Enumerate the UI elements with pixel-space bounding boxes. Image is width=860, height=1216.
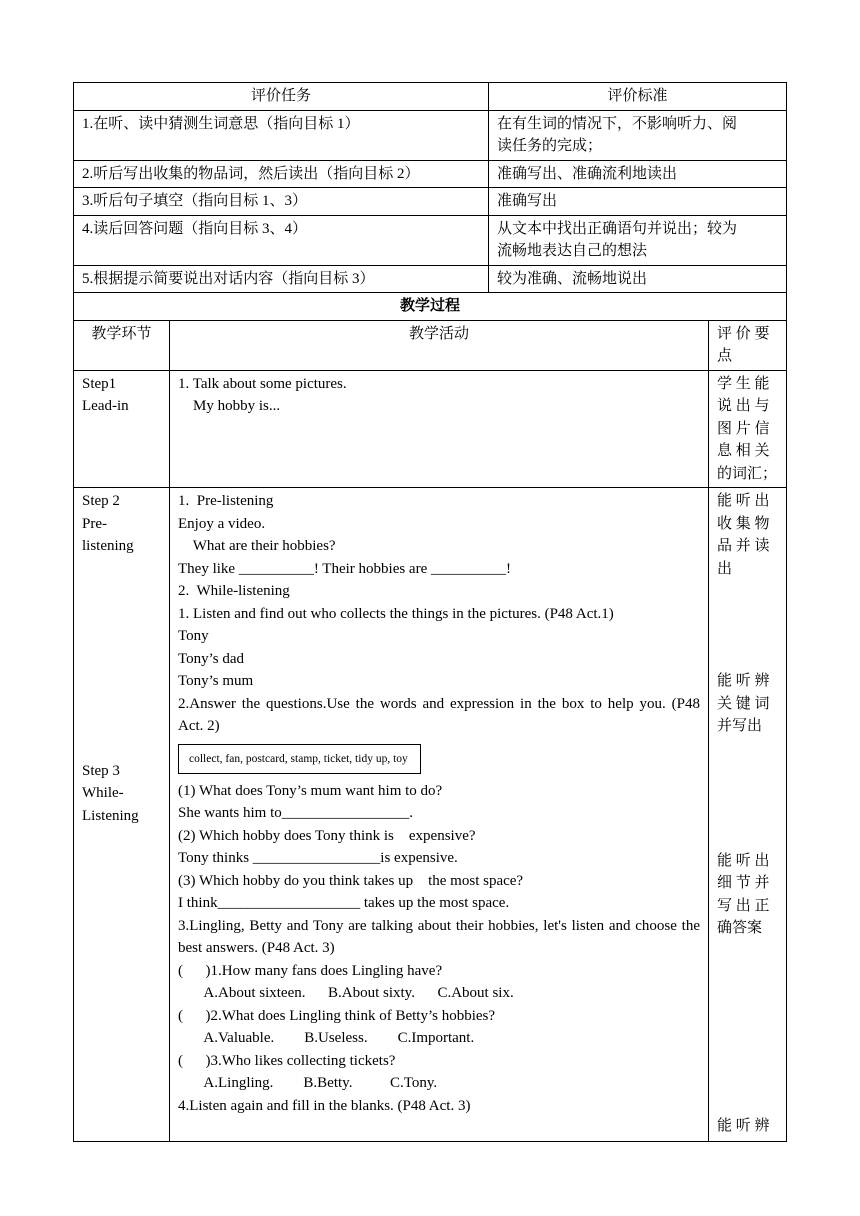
- criteria-standard: [489, 110, 787, 160]
- activity-line: ( )3.Who likes collecting tickets?: [178, 1052, 396, 1069]
- step1-activity: [170, 370, 709, 488]
- standard-line: 在有生词的情况下，不影响听力、阅: [497, 115, 738, 132]
- step2-points: [709, 488, 787, 1142]
- stage-line: Step1: [82, 375, 117, 392]
- criteria-standard: 准确写出、准确流利地读出: [489, 160, 787, 188]
- stage-line: Pre-: [82, 515, 107, 532]
- criteria-row: [74, 160, 787, 188]
- process-header-row: [74, 320, 787, 370]
- stage-line: Lead-in: [82, 398, 129, 414]
- step1-stage: [74, 370, 170, 488]
- activity-line: I think___________________ takes up the most space.: [178, 895, 510, 911]
- activity-line: ( )1.How many fans does Lingling have?: [178, 962, 443, 979]
- stage-line: Step 2: [82, 493, 120, 509]
- points-line: 说 出 与: [717, 398, 770, 414]
- activity-line: 1. Talk about some pictures.: [178, 375, 347, 392]
- process-title: 教学过程: [74, 293, 787, 321]
- process-title-row: [74, 293, 787, 321]
- standard-line: 从文本中找出正确语句并说出；较为: [497, 220, 738, 237]
- points-line: 品 并 读: [717, 538, 770, 554]
- points-line: 并写出: [717, 718, 763, 734]
- points-line: 息 相 关: [717, 443, 770, 459]
- activity-line: 4.Listen again and fill in the blanks. (P48 Act. 3): [178, 1097, 471, 1114]
- step2-activity: [170, 488, 709, 1142]
- criteria-standard: 较为准确、流畅地说出: [489, 265, 787, 293]
- activity-line: Tony’s mum: [178, 673, 254, 689]
- criteria-task: 2.听后写出收集的物品词，然后读出（指向目标 2）: [74, 160, 489, 188]
- criteria-task-header: 评价任务: [74, 83, 489, 111]
- stage-header: 教学环节: [74, 320, 170, 370]
- step1-row: [74, 370, 787, 488]
- activity-line: My hobby is...: [178, 398, 281, 414]
- criteria-row: [74, 110, 787, 160]
- activity-header: 教学活动: [170, 320, 709, 370]
- activity-line: Enjoy a video.: [178, 515, 266, 532]
- activity-line: A.About sixteen. B.About sixty. C.About six.: [178, 985, 514, 1001]
- points-line: 出: [717, 560, 733, 577]
- activity-line: (1) What does Tony’s mum want him to do?: [178, 782, 443, 799]
- step1-points: [709, 370, 787, 488]
- points-line: 学 生 能: [717, 375, 770, 392]
- activity-line: They like __________! Their hobbies are __________!: [178, 560, 511, 577]
- criteria-task: 5.根据提示简要说出对话内容（指向目标 3）: [74, 265, 489, 293]
- criteria-row: [74, 215, 787, 265]
- activity-line: Tony thinks _________________is expensive.: [178, 850, 458, 866]
- points-line: 确答案: [717, 920, 763, 936]
- activity-line: 1. Listen and find out who collects the things in the pictures. (P48 Act.1): [178, 605, 614, 622]
- criteria-standard-header: 评价标准: [489, 83, 787, 111]
- points-line: 关 键 词: [717, 695, 770, 712]
- criteria-task: 1.在听、读中猜测生词意思（指向目标 1）: [74, 110, 489, 160]
- points-line: 能 听 出: [717, 852, 770, 869]
- activity-line: 1. Pre-listening: [178, 493, 274, 509]
- criteria-row: [74, 265, 787, 293]
- activity-line: A.Lingling. B.Betty. C.Tony.: [178, 1075, 438, 1091]
- vocab-box: collect, fan, postcard, stamp, ticket, tidy up, toy: [178, 744, 421, 774]
- act2-instruction: 2.Answer the questions.Use the words and expression in the box to help you. (P48 Act. 2): [178, 695, 701, 734]
- criteria-header-row: [74, 83, 787, 111]
- points-line: 收 集 物: [717, 515, 770, 532]
- points-line: 的词汇；: [717, 465, 778, 482]
- points-header-line: 点: [717, 348, 733, 364]
- criteria-task: 3.听后句子填空（指向目标 1、3）: [74, 188, 489, 216]
- activity-line: (3) Which hobby do you think takes up the most space?: [178, 872, 524, 889]
- points-header-line: 评 价 要: [717, 325, 770, 342]
- activity-line: Tony: [178, 628, 209, 644]
- step2-row: [74, 488, 787, 1142]
- points-line: 能 听 辨: [717, 1117, 770, 1134]
- stage-line: While-: [82, 785, 124, 801]
- activity-line: What are their hobbies?: [178, 538, 336, 554]
- act3-instruction: 3.Lingling, Betty and Tony are talking about their hobbies, let's listen and choose the best answers. (P48 Act. 3): [178, 917, 701, 956]
- standard-line: 流畅地表达自己的想法: [497, 243, 648, 259]
- criteria-standard: 准确写出: [489, 188, 787, 216]
- stage-line: listening: [82, 538, 134, 554]
- step2-stage: [74, 488, 170, 1142]
- criteria-row: [74, 188, 787, 216]
- points-line: 图 片 信: [717, 420, 770, 437]
- points-header: [709, 320, 787, 370]
- activity-line: A.Valuable. B.Useless. C.Important.: [178, 1030, 475, 1046]
- points-line: 能 听 辨: [717, 673, 770, 689]
- criteria-task: 4.读后回答问题（指向目标 3、4）: [74, 215, 489, 265]
- activity-line: Tony’s dad: [178, 650, 245, 667]
- points-line: 能 听 出: [717, 493, 770, 509]
- activity-line: She wants him to_________________.: [178, 805, 413, 821]
- criteria-standard: [489, 215, 787, 265]
- points-line: 细 节 并: [717, 875, 770, 891]
- activity-line: ( )2.What does Lingling think of Betty’s hobbies?: [178, 1007, 496, 1024]
- stage-line: Step 3: [82, 762, 120, 779]
- lesson-table: [73, 82, 787, 1142]
- stage-line: Listening: [82, 807, 139, 824]
- points-line: 写 出 正: [717, 897, 770, 914]
- activity-line: 2. While-listening: [178, 583, 290, 599]
- standard-line: 读任务的完成；: [497, 138, 603, 154]
- activity-line: (2) Which hobby does Tony think is expensive?: [178, 827, 476, 844]
